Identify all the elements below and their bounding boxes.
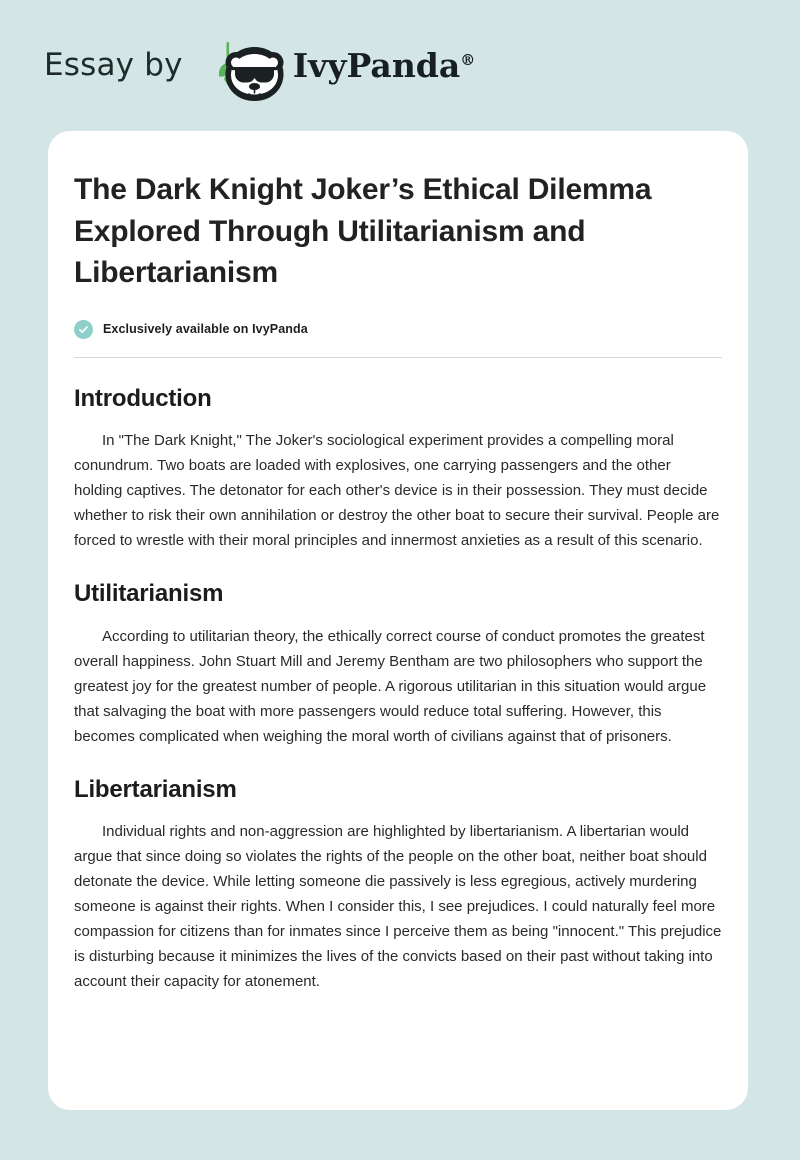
- page-title: The Dark Knight Joker’s Ethical Dilemma Explored Through Utilitarianism and Libertarianism: [74, 173, 652, 289]
- section-paragraph-utilitarianism: According to utilitarian theory, the ethically correct course of conduct promotes the greatest overall happiness. John Stuart Mill and Jeremy Bentham are two philosophers who support the greatest joy for the greatest number of people. A rigorous utilitarian in this situation would argue that salvaging the boat with more passengers would reduce total suffering. However, this becomes complicated when weighing the moral worth of civilians against that of prisoners.: [74, 627, 707, 745]
- section-heading-utilitarianism: Utilitarianism: [74, 580, 224, 608]
- header-divider: [74, 357, 722, 358]
- ivypanda-wordmark-text: IvyPanda: [292, 45, 461, 85]
- section-paragraph-introduction: In "The Dark Knight," The Joker's sociological experiment provides a compelling moral conundrum. Two boats are loaded with explosives, one carrying passengers and the other holding captives. The detonator for each other's device is in their possession. They must decide whether to risk their own annihilation or destroy the other boat to secure their survival. People are forced to wrestle with their moral principles and innermost anxieties as a result of this scenario.: [74, 432, 720, 550]
- exclusive-availability-label: Exclusively available on IvyPanda: [103, 322, 308, 336]
- section-heading-introduction: Introduction: [74, 384, 212, 412]
- registered-trademark-symbol: ®: [460, 50, 476, 69]
- exclusive-availability-badge: [74, 320, 722, 339]
- essay-card: [48, 131, 748, 1110]
- ivypanda-wordmark: [292, 45, 476, 85]
- essay-by-label: Essay by: [44, 46, 183, 83]
- ivypanda-logo[interactable]: [201, 27, 476, 103]
- brand-header: [0, 0, 800, 130]
- check-circle-icon: [74, 320, 93, 339]
- panda-graduate-logo-icon: [201, 27, 297, 103]
- section-paragraph-libertarianism: Individual rights and non-aggression are highlighted by libertarianism. A libertarian would argue that since doing so violates the rights of the people on the other boat, neither boat should detonate the device. While letting someone die passively is less egregious, actively murdering someone is against their rights. When I consider this, I see prejudices. I could naturally feel more compassion for citizens than for inmates since I perceive them as being "innocent." This prejudice is disturbing because it minimizes the lives of the convicts based on their past without taking into account their capacity for atonement.: [74, 823, 722, 991]
- section-heading-libertarianism: Libertarianism: [74, 775, 237, 803]
